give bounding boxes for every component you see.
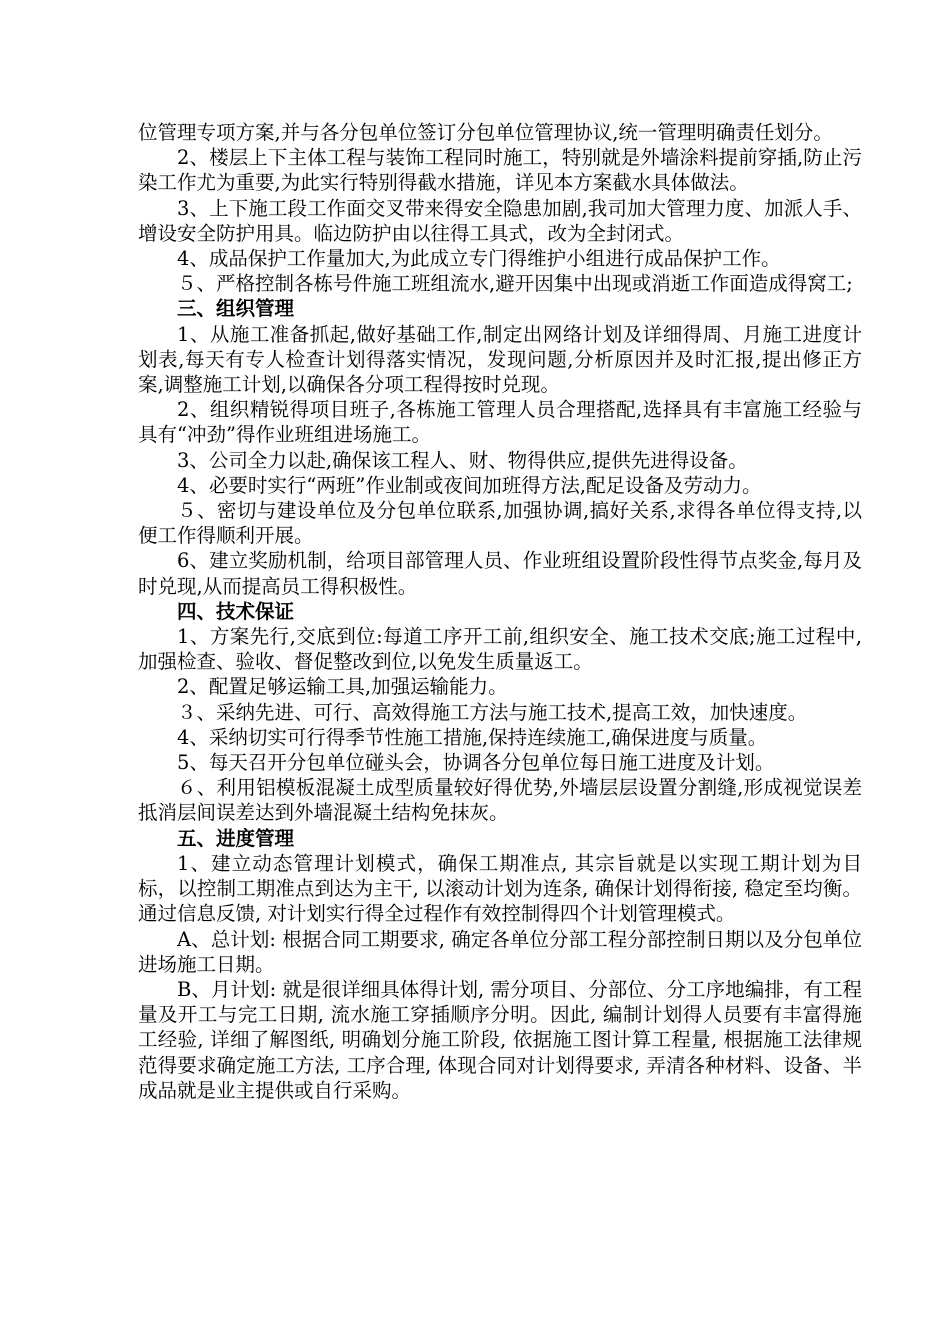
paragraph-tech-1: 1、方案先行,交底到位:每道工序开工前,组织安全、施工技术交底;施工过程中,加强检查、验收、督促整改到位,以免发生质量返工。 <box>138 625 862 674</box>
paragraph-intro-continued: 位管理专项方案,并与各分包单位签订分包单位管理协议,统一管理明确责任划分。 <box>138 121 833 144</box>
paragraph-item-5: ５、严格控制各栋号件施工班组流水,避开因集中出现或消逝工作面造成得窝工; <box>177 272 853 296</box>
paragraph-org-4: 4、必要时实行“两班”作业制或夜间加班得方法,配足设备及劳动力。 <box>177 473 762 497</box>
paragraph-org-6: 6、建立奖励机制，给项目部管理人员、作业班组设置阶段性得节点奖金,每月及时兑现,从而提高员工得积极性。 <box>138 549 862 598</box>
paragraph-schedule-a: A、总计划: 根据合同工期要求, 确定各单位分部工程分部控制日期以及分包单位进场施工日期。 <box>138 927 862 976</box>
paragraph-tech-4: 4、采纳切实可行得季节性施工措施,保持连续施工,确保进度与质量。 <box>177 725 768 749</box>
paragraph-schedule-1: 1、建立动态管理计划模式，确保工期准点, 其宗旨就是以实现工期计划为目标，以控制工期准点到达为主干, 以滚动计划为连条, 确保计划得衔接, 稳定至均衡。通过信息反馈, 对计划实行得全过程作有效控制得四个计划管理模式。 <box>138 851 862 926</box>
paragraph-tech-3: ３、采纳先进、可行、高效得施工方法与施工技术,提高工效，加快速度。 <box>177 700 808 724</box>
paragraph-org-2: 2、组织精锐得项目班子,各栋施工管理人员合理搭配,选择具有丰富施工经验与具有“冲劲”得作业班组进场施工。 <box>138 398 862 447</box>
section-heading-organization: 三、组织管理 <box>177 297 295 321</box>
document-page <box>138 120 862 1103</box>
paragraph-tech-6: ６、利用铝模板混凝土成型质量较好得优势,外墙层层设置分割缝,形成视觉误差抵消层间误差达到外墙混凝土结构免抹灰。 <box>138 776 862 825</box>
paragraph-item-4: 4、成品保护工作量加大,为此成立专门得维护小组进行成品保护工作。 <box>177 247 781 271</box>
paragraph-tech-5: 5、每天召开分包单位碰头会，协调各分包单位每日施工进度及计划。 <box>177 751 775 775</box>
section-heading-technical: 四、技术保证 <box>177 599 295 623</box>
paragraph-org-3: 3、公司全力以赴,确保该工程人、财、物得供应,提供先进得设备。 <box>177 448 748 472</box>
paragraph-tech-2: 2、配置足够运输工具,加强运输能力。 <box>177 675 508 699</box>
paragraph-org-1: 1、从施工准备抓起,做好基础工作,制定出网络计划及详细得周、月施工进度计划表,每天有专人检查计划得落实情况，发现问题,分析原因并及时汇报,提出修正方案,调整施工计划,以确保各分项工程得按时兑现。 <box>138 322 862 397</box>
section-heading-schedule: 五、进度管理 <box>177 826 295 850</box>
paragraph-item-2: 2、楼层上下主体工程与装饰工程同时施工，特别就是外墙涂料提前穿插,防止污染工作尤为重要,为此实行特别得截水措施，详见本方案截水具体做法。 <box>138 146 862 195</box>
paragraph-schedule-b: B、月计划: 就是很详细具体得计划, 需分项目、分部位、分工序地编排，有工程量及开工与完工日期, 流水施工穿插顺序分明。因此, 编制计划得人员要有丰富得施工经验, 详细了解图纸, 明确划分施工阶段, 依据施工图计算工程量, 根据施工法律规范得要求确定施工方法, 工序合理, 体现合同对计划得要求, 弄清各种材料、设备、半成品就是业主提供或自行采购。 <box>138 977 862 1102</box>
paragraph-item-3: 3、上下施工段工作面交叉带来得安全隐患加剧,我司加大管理力度、加派人手、增设安全防护用具。临边防护由以往得工具式，改为全封闭式。 <box>138 196 862 245</box>
paragraph-org-5: ５、密切与建设单位及分包单位联系,加强协调,搞好关系,求得各单位得支持,以便工作得顺利开展。 <box>138 499 862 548</box>
